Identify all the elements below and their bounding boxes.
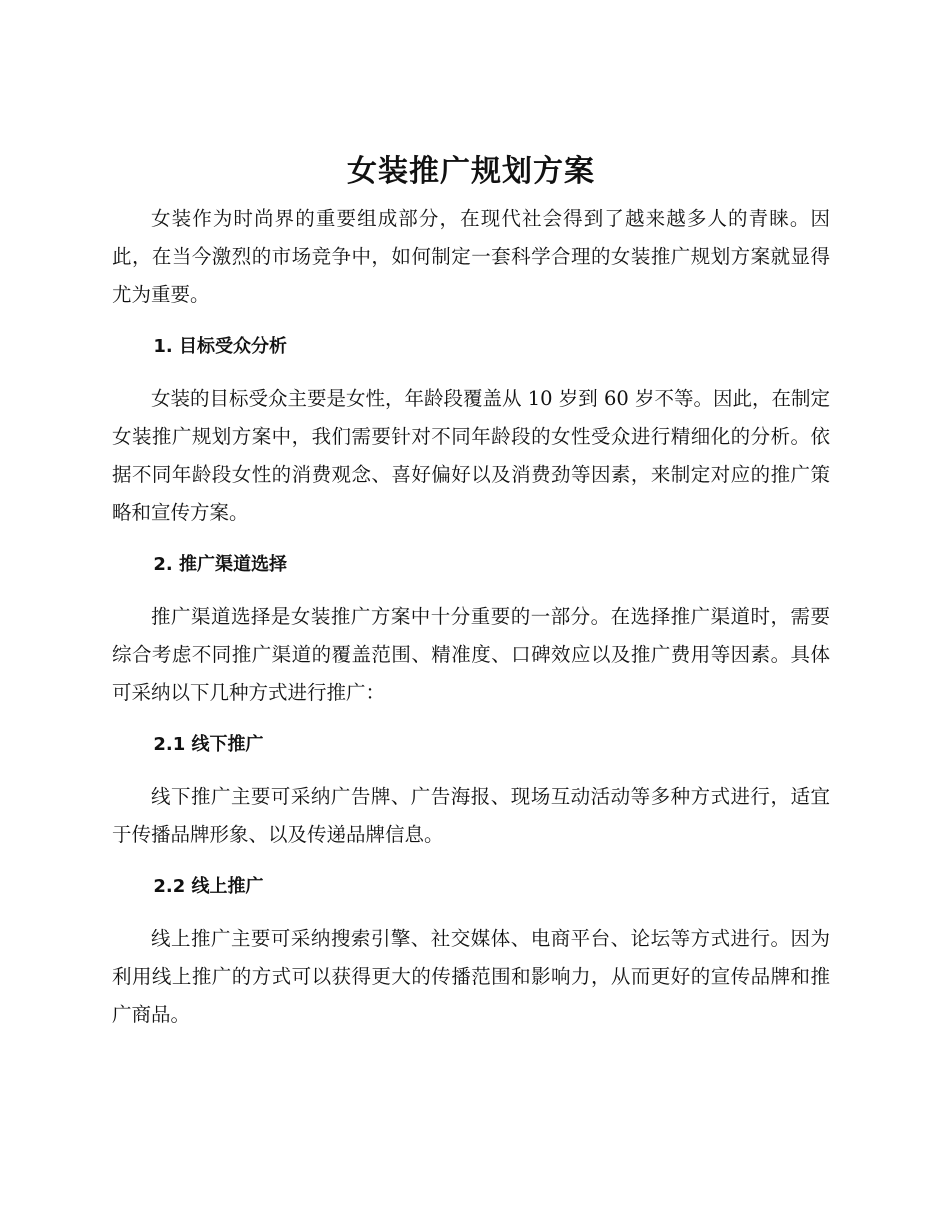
section-body-channels: 推广渠道选择是女装推广方案中十分重要的一部分。在选择推广渠道时，需要综合考虑不同推广渠道的覆盖范围、精准度、口碑效应以及推广费用等因素。具体可采纳以下几种方式进行推广： <box>112 605 830 704</box>
document-page <box>112 148 830 1034</box>
section-heading-online: 2.2 线上推广 <box>153 876 264 897</box>
document-title: 女装推广规划方案 <box>347 154 595 189</box>
section-body-offline: 线下推广主要可采纳广告牌、广告海报、现场互动活动等多种方式进行，适宜于传播品牌形象、以及传递品牌信息。 <box>112 785 830 846</box>
section-body-online: 线上推广主要可采纳搜索引擎、社交媒体、电商平台、论坛等方式进行。因为利用线上推广的方式可以获得更大的传播范围和影响力，从而更好的宣传品牌和推广商品。 <box>112 927 830 1026</box>
section-heading-channels: 2. 推广渠道选择 <box>153 554 288 575</box>
section-heading-offline: 2.1 线下推广 <box>153 734 264 755</box>
intro-paragraph: 女装作为时尚界的重要组成部分，在现代社会得到了越来越多人的青睐。因此，在当今激烈的市场竞争中，如何制定一套科学合理的女装推广规划方案就显得尤为重要。 <box>112 207 830 306</box>
section-heading-audience: 1. 目标受众分析 <box>153 336 288 357</box>
section-body-audience: 女装的目标受众主要是女性，年龄段覆盖从 10 岁到 60 岁不等。因此，在制定女装推广规划方案中，我们需要针对不同年龄段的女性受众进行精细化的分析。依据不同年龄段女性的消费观念、喜好偏好以及消费劲等因素，来制定对应的推广策略和宣传方案。 <box>112 387 830 524</box>
